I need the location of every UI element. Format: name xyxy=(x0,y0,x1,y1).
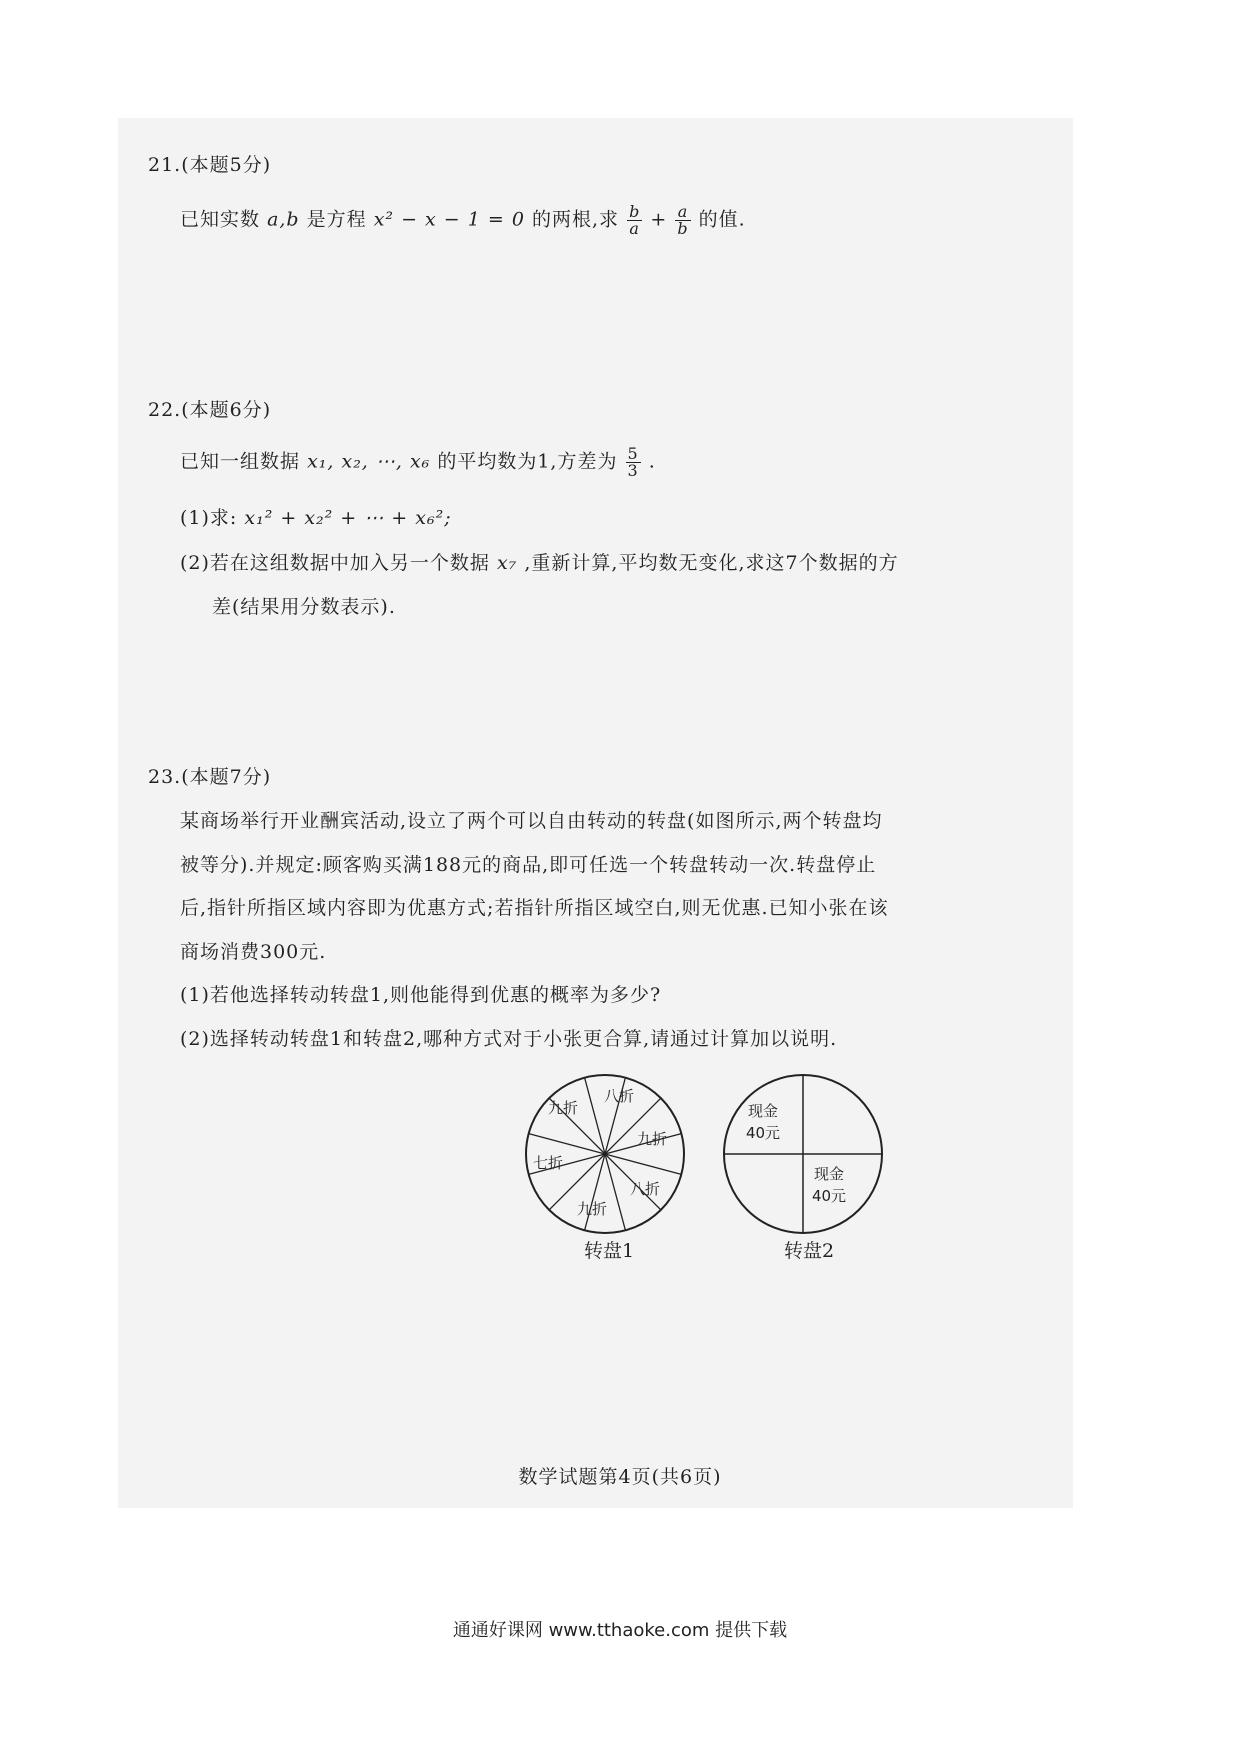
wheel-2-label-b-line2: 40元 xyxy=(811,1187,847,1205)
question-23-line1: 某商场举行开业酬宾活动,设立了两个可以自由转动的转盘(如图所示,两个转盘均 xyxy=(180,810,883,832)
q22-part2-b: ,重新计算,平均数无变化,求这7个数据的方 xyxy=(524,552,899,574)
q22-line1-a: 已知一组数据 xyxy=(180,450,301,473)
question-23-part2: (2)选择转动转盘1和转盘2,哪种方式对于小张更合算,请通过计算加以说明. xyxy=(180,1028,838,1050)
q21-text-b: 是方程 xyxy=(306,208,367,231)
wheel-1-label-6: 九折 xyxy=(576,1200,608,1218)
q21-text-c: 的两根,求 xyxy=(531,208,620,231)
q22-line1-b: 的平均数为1,方差为 xyxy=(437,450,618,473)
question-22-part2-line1 xyxy=(180,548,899,575)
wheel-1-label-4: 七折 xyxy=(532,1154,564,1172)
wheel-2-label-b-line1: 现金 xyxy=(813,1165,845,1183)
wheel-1-spoke xyxy=(585,1154,605,1230)
q21-fraction-b-over-a xyxy=(627,204,642,237)
wheel-1-spoke xyxy=(529,1134,605,1154)
wheel-1-label-1: 八折 xyxy=(603,1087,635,1105)
q22-line1-vars: x₁, x₂, ⋯, x₆ xyxy=(307,450,431,473)
q21-vars: a,b xyxy=(267,208,300,231)
q22-part2-a: (2)若在这组数据中加入另一个数据 xyxy=(180,552,490,574)
question-22-line1 xyxy=(180,446,656,479)
q22-frac-den: 3 xyxy=(627,461,639,480)
spinner-wheel-1 xyxy=(526,1075,684,1233)
question-23-header: 23.(本题7分) xyxy=(148,766,272,788)
wheel-1-spoke xyxy=(605,1154,625,1230)
question-22-part2-line2: 差(结果用分数表示). xyxy=(212,596,396,618)
page-footer: 数学试题第4页(共6页) xyxy=(518,1466,722,1488)
wheel-1-caption: 转盘1 xyxy=(584,1240,635,1262)
q21-frac1-den: a xyxy=(629,219,640,238)
question-23-part1: (1)若他选择转动转盘1,则他能得到优惠的概率为多少? xyxy=(180,984,662,1006)
q21-equation: x² − x − 1 = 0 xyxy=(373,208,525,231)
q22-part1-expr: x₁² + x₂² + ⋯ + x₆²; xyxy=(244,507,452,529)
wheel-1-spoke xyxy=(585,1078,605,1154)
wheel-1-label-3: 九折 xyxy=(636,1130,668,1148)
q22-part2-var: x₇ xyxy=(496,552,518,574)
question-23-line4: 商场消费300元. xyxy=(180,941,327,963)
q22-frac-num: 5 xyxy=(627,444,639,463)
wheel-1-label-5: 八折 xyxy=(629,1180,661,1198)
site-credit: 通通好课网 www.tthaoke.com 提供下载 xyxy=(452,1620,788,1641)
wheel-1-label-2: 九折 xyxy=(547,1099,579,1117)
q22-line1-end: . xyxy=(648,450,656,473)
q22-part1-label: (1)求: xyxy=(180,507,238,529)
q21-frac2-num: a xyxy=(675,204,690,221)
question-23-line2: 被等分).并规定:顾客购买满188元的商品,即可任选一个转盘转动一次.转盘停止 xyxy=(180,854,877,876)
wheel-2-caption: 转盘2 xyxy=(784,1240,835,1262)
question-23-line3: 后,指针所指区域内容即为优惠方式;若指针所指区域空白,则无优惠.已知小张在该 xyxy=(180,897,889,919)
q21-plus: + xyxy=(650,208,668,231)
wheel-2-label-a-line1: 现金 xyxy=(747,1102,779,1120)
question-21-header: 21.(本题5分) xyxy=(148,154,272,176)
question-21-text xyxy=(180,204,746,237)
q21-frac2-den: b xyxy=(677,219,689,238)
question-22-header: 22.(本题6分) xyxy=(148,399,272,421)
spinner-figure xyxy=(520,1068,900,1268)
q21-text-a: 已知实数 xyxy=(180,208,261,231)
wheel-2-label-a-line2: 40元 xyxy=(745,1124,781,1142)
question-22-part1 xyxy=(180,503,452,530)
q21-frac1-num: b xyxy=(629,202,641,221)
q21-text-d: 的值. xyxy=(698,208,746,231)
q21-fraction-a-over-b xyxy=(675,204,690,237)
q22-fraction-5-3 xyxy=(626,446,641,479)
wheel-1-spoke xyxy=(605,1154,681,1174)
spinner-wheel-2 xyxy=(724,1075,882,1233)
